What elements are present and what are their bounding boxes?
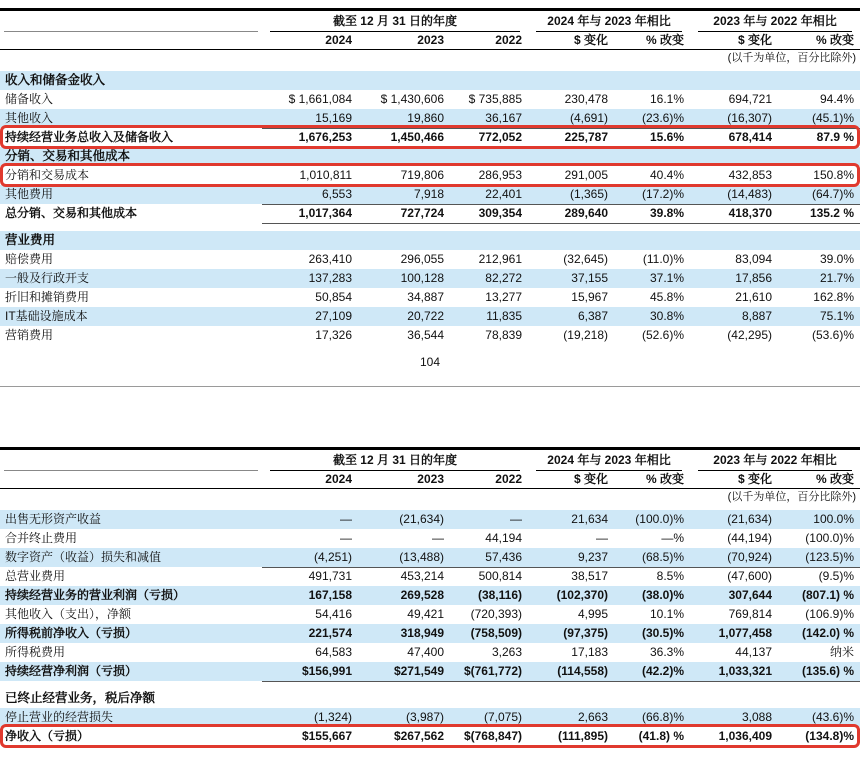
table-header-group-row: [0, 11, 860, 31]
cell-col-5: 1,077,458: [718, 626, 772, 640]
table-row: [0, 326, 860, 345]
cell-col-6: (43.6)%: [811, 710, 854, 724]
table-header-columns-row: [0, 470, 860, 489]
cell-col-3: 4,995: [528, 605, 614, 625]
cell-col-1: 269,528: [400, 588, 444, 602]
cell-col-5: (16,307): [690, 109, 778, 129]
cell-col-5: 432,853: [728, 168, 772, 182]
cell-col-5: 17,856: [735, 271, 772, 285]
cell-col-2: 57,436: [450, 548, 528, 568]
cell-col-1: 49,421: [358, 605, 450, 625]
table-row: [0, 586, 860, 605]
table-header-columns-row: [0, 31, 860, 50]
cell-col-6: 100.0%: [813, 512, 854, 526]
row-label: 赔偿费用: [5, 252, 54, 266]
cell-col-5: (14,483): [690, 185, 778, 205]
cell-col-2: 772,052: [450, 128, 528, 148]
cell-col-6: 纳米: [778, 643, 860, 663]
cell-col-0: 1,676,253: [262, 128, 358, 148]
cell-col-2: $(761,772): [450, 662, 528, 682]
table-row: [0, 250, 860, 269]
table-row: [0, 567, 860, 586]
header-2023-vs-2022-group: 2023 年与 2022 年相比: [698, 11, 852, 32]
cell-col-4: 40.4%: [649, 168, 684, 182]
cell-col-0: $155,667: [301, 729, 352, 743]
cell-col-3: 38,517: [528, 567, 614, 587]
cell-col-2: 36,167: [450, 109, 528, 129]
cell-col-4: (100.0)%: [635, 512, 684, 526]
cell-col-1: 7,918: [358, 185, 450, 205]
cell-col-6: (64.7)%: [778, 185, 860, 205]
header-year-2024: 2024: [325, 472, 352, 486]
header-change-col-3: % 改变: [815, 472, 854, 486]
cell-col-3: (4,691): [528, 109, 614, 129]
cell-col-6: (134.8)%: [805, 729, 854, 743]
table-row: [0, 109, 860, 128]
cell-col-6: (123.5)%: [778, 548, 860, 568]
cell-col-6: (807.1) %: [801, 588, 854, 602]
cell-col-1: —: [432, 531, 444, 545]
cell-col-6: 162.8%: [813, 290, 854, 304]
cell-col-5: 307,644: [728, 588, 772, 602]
cell-col-5: 21,610: [735, 290, 772, 304]
cell-col-4: (30.5)%: [641, 626, 684, 640]
row-label: 持续经营业务的营业利润（亏损）: [5, 588, 186, 602]
cell-col-0: 137,283: [308, 271, 352, 285]
cell-col-0: (1,324): [313, 710, 352, 724]
page-footer: [0, 354, 860, 370]
row-label: 持续经营业务总收入及储备收入: [5, 130, 174, 144]
cell-col-4: (66.8)%: [641, 710, 684, 724]
cell-col-3: 225,787: [528, 128, 614, 148]
cell-col-2: 212,961: [478, 252, 522, 266]
cell-col-3: 2,663: [577, 710, 608, 724]
cell-col-4: (52.6)%: [641, 328, 684, 342]
cell-col-2: 13,277: [485, 290, 522, 304]
cell-col-5: (70,924): [690, 548, 778, 568]
cell-col-0: —: [340, 512, 352, 526]
cell-col-6: (9.5)%: [778, 567, 860, 587]
cell-col-4: (11.0)%: [642, 252, 684, 266]
cell-col-3: (102,370): [556, 588, 608, 602]
cell-col-1: (21,634): [399, 512, 444, 526]
row-label: 折旧和摊销费用: [5, 290, 90, 304]
cell-col-5: 418,370: [690, 204, 778, 224]
row-label: 出售无形资产收益: [5, 512, 102, 526]
cell-col-3: (1,365): [528, 185, 614, 205]
header-2024-vs-2023-group: 2024 年与 2023 年相比: [536, 450, 682, 471]
header-2024-vs-2023-group: 2024 年与 2023 年相比: [536, 11, 682, 32]
table-header-group-row: [0, 450, 860, 470]
header-change-col-2: $ 变化: [737, 33, 772, 47]
header-label-spacer: [4, 11, 258, 32]
cell-col-0: 491,731: [262, 567, 358, 587]
cell-col-3: —: [596, 531, 608, 545]
header-year-2024: 2024: [325, 33, 352, 47]
header-year-2023: 2023: [417, 33, 444, 47]
cell-col-5: 1,033,321: [690, 662, 778, 682]
cell-col-0: 27,109: [315, 309, 352, 323]
header-change-col-2: $ 变化: [737, 472, 772, 486]
cell-col-4: 8.5%: [614, 567, 690, 587]
row-label: 其他收入（支出），净额: [5, 607, 132, 621]
cell-col-2: (7,075): [483, 710, 522, 724]
header-change-col-0: $ 变化: [573, 33, 608, 47]
cell-col-1: 20,722: [407, 309, 444, 323]
table-row: [0, 643, 860, 662]
cell-col-2: 82,272: [485, 271, 522, 285]
cell-col-2: $ 735,885: [468, 92, 522, 106]
cell-col-5: 678,414: [690, 128, 778, 148]
cell-col-5: 3,088: [741, 710, 772, 724]
table-row: [0, 269, 860, 288]
cell-col-5: (21,634): [727, 512, 772, 526]
cell-col-2: $(768,847): [463, 729, 522, 743]
cell-col-1: 100,128: [400, 271, 444, 285]
header-period-group: 截至 12 月 31 日的年度: [270, 450, 520, 471]
header-change-col-1: % 改变: [645, 472, 684, 486]
cell-col-4: —%: [661, 531, 684, 545]
row-label: 其他收入: [5, 111, 54, 125]
table-row: [0, 727, 860, 746]
cell-col-1: $ 1,430,606: [380, 92, 444, 106]
cell-col-0: 6,553: [262, 185, 358, 205]
cell-col-3: 37,155: [571, 271, 608, 285]
header-year-2022: 2022: [495, 472, 522, 486]
cell-col-4: (23.6)%: [614, 109, 690, 129]
cell-col-0: 1,010,811: [299, 168, 352, 182]
cell-col-1: (13,488): [358, 548, 450, 568]
row-label: 数字资产（收益）损失和减值: [5, 550, 162, 564]
table-row: [0, 605, 860, 624]
header-change-col-1: % 改变: [645, 33, 684, 47]
cell-col-1: 727,724: [358, 204, 450, 224]
row-label: 营销费用: [5, 328, 54, 342]
cell-col-5: 44,137: [690, 643, 778, 663]
cell-col-6: 135.2 %: [778, 204, 860, 224]
cell-col-4: (17.2)%: [614, 185, 690, 205]
cell-col-4: 16.1%: [649, 92, 684, 106]
cell-col-4: 37.1%: [649, 271, 684, 285]
cell-col-0: $156,991: [262, 662, 358, 682]
units-note: (以千为单位，百分比除外): [727, 52, 856, 64]
cell-col-3: (114,558): [528, 662, 614, 682]
cell-col-1: 453,214: [358, 567, 450, 587]
row-label: 分销、交易和其他成本: [5, 149, 131, 163]
row-label: 收入和储备金收入: [5, 73, 106, 87]
row-label: 持续经营净利润（亏损）: [5, 664, 138, 678]
cell-col-4: 30.8%: [649, 309, 684, 323]
table-row: [0, 708, 860, 727]
cell-col-5: 83,094: [735, 252, 772, 266]
cell-col-0: 50,854: [315, 290, 352, 304]
cell-col-3: 289,640: [528, 204, 614, 224]
cell-col-6: (100.0)%: [805, 531, 854, 545]
cell-col-6: 150.8%: [813, 168, 854, 182]
cell-col-3: 17,183: [528, 643, 614, 663]
cell-col-3: 21,634: [571, 512, 608, 526]
cell-col-6: (53.6)%: [811, 328, 854, 342]
cell-col-1: $267,562: [393, 729, 444, 743]
table-row: [0, 307, 860, 326]
cell-col-6: 87.9 %: [778, 128, 860, 148]
cell-col-2: (758,509): [470, 626, 522, 640]
cell-col-1: 318,949: [400, 626, 444, 640]
cell-col-1: 19,860: [358, 109, 450, 129]
cell-col-1: 296,055: [400, 252, 444, 266]
cell-col-1: (3,987): [405, 710, 444, 724]
table-row: [0, 185, 860, 204]
cell-col-2: 11,835: [486, 309, 522, 323]
cell-col-2: (38,116): [477, 588, 522, 602]
cell-col-0: 263,410: [308, 252, 352, 266]
cell-col-0: 54,416: [262, 605, 358, 625]
cell-col-0: (4,251): [262, 548, 358, 568]
row-label: 储备收入: [5, 92, 54, 106]
row-label: 总分销、交易和其他成本: [5, 206, 138, 220]
cell-col-4: (38.0)%: [641, 588, 684, 602]
cell-col-0: 15,169: [262, 109, 358, 129]
table-row: [0, 204, 860, 223]
cell-col-2: 309,354: [450, 204, 528, 224]
cell-col-6: 21.7%: [819, 271, 854, 285]
cell-col-1: $271,549: [358, 662, 450, 682]
row-label: 停止营业的经营损失: [5, 710, 114, 724]
cell-col-2: 3,263: [450, 643, 528, 663]
table-row: [0, 662, 860, 681]
cell-col-3: (97,375): [563, 626, 608, 640]
cell-col-2: (720,393): [450, 605, 528, 625]
cell-col-3: 6,387: [577, 309, 608, 323]
cell-col-0: $ 1,661,084: [288, 92, 352, 106]
units-note: (以千为单位，百分比除外): [727, 491, 856, 503]
cell-col-0: 1,017,364: [262, 204, 358, 224]
cell-col-1: 36,544: [407, 328, 444, 342]
row-label: 分销和交易成本: [5, 168, 90, 182]
section-header-row: [0, 231, 860, 250]
header-2023-vs-2022-group: 2023 年与 2022 年相比: [698, 450, 852, 471]
header-label-cell: [0, 470, 262, 488]
cell-col-0: 221,574: [308, 626, 352, 640]
cell-col-3: (19,218): [563, 328, 608, 342]
cell-col-3: (111,895): [557, 729, 608, 743]
cell-col-0: 64,583: [262, 643, 358, 663]
page-number: 104: [419, 355, 441, 369]
income-statement-table-2: [0, 447, 860, 746]
header-year-2023: 2023: [417, 472, 444, 486]
cell-col-5: (47,600): [690, 567, 778, 587]
row-label: 所得税费用: [5, 645, 66, 659]
header-change-col-0: $ 变化: [573, 472, 608, 486]
cell-col-6: (142.0) %: [801, 626, 854, 640]
table-row: [0, 529, 860, 548]
cell-col-2: 44,194: [485, 531, 522, 545]
page-divider: [0, 386, 860, 387]
row-label: 一般及行政开支: [5, 271, 90, 285]
cell-col-2: 500,814: [450, 567, 528, 587]
cell-col-6: (106.9)%: [778, 605, 860, 625]
row-label: 总营业费用: [5, 569, 66, 583]
cell-col-2: 286,953: [478, 168, 522, 182]
cell-col-4: 15.6%: [614, 128, 690, 148]
table-row: [0, 548, 860, 567]
cell-col-4: (42.2)%: [614, 662, 690, 682]
cell-col-1: 47,400: [358, 643, 450, 663]
cell-col-6: 75.1%: [819, 309, 854, 323]
section-header-row: [0, 147, 860, 166]
cell-col-0: 17,326: [315, 328, 352, 342]
cell-col-6: (135.6) %: [778, 662, 860, 682]
table-row: [0, 288, 860, 307]
cell-col-5: (42,295): [727, 328, 772, 342]
cell-col-0: 167,158: [308, 588, 352, 602]
cell-col-4: 10.1%: [614, 605, 690, 625]
cell-col-1: 1,450,466: [358, 128, 450, 148]
table-row: [0, 166, 860, 185]
cell-col-6: 39.0%: [819, 252, 854, 266]
cell-col-3: 291,005: [564, 168, 608, 182]
cell-col-3: 230,478: [564, 92, 608, 106]
header-period-group: 截至 12 月 31 日的年度: [270, 11, 520, 32]
cell-col-5: 694,721: [728, 92, 772, 106]
cell-col-1: 34,887: [407, 290, 444, 304]
cell-col-3: (32,645): [563, 252, 608, 266]
cell-col-4: 45.8%: [649, 290, 684, 304]
table-row: [0, 510, 860, 529]
header-year-2022: 2022: [495, 33, 522, 47]
cell-col-5: 1,036,409: [718, 729, 772, 743]
table-row: [0, 90, 860, 109]
cell-col-4: 39.8%: [614, 204, 690, 224]
cell-col-5: 769,814: [690, 605, 778, 625]
row-label: 其他费用: [5, 187, 54, 201]
cell-col-0: —: [340, 531, 352, 545]
cell-col-4: 36.3%: [614, 643, 690, 663]
cell-col-1: 719,806: [400, 168, 444, 182]
row-label: 已终止经营业务，税后净额: [5, 691, 156, 705]
cell-col-6: 94.4%: [819, 92, 854, 106]
row-label: 净收入（亏损）: [5, 729, 90, 743]
header-label-cell: [0, 31, 262, 49]
cell-col-6: (45.1)%: [778, 109, 860, 129]
cell-col-3: 15,967: [571, 290, 608, 304]
row-label: 合并终止费用: [5, 531, 78, 545]
row-label: 营业费用: [5, 233, 56, 247]
cell-col-5: 8,887: [741, 309, 772, 323]
header-label-spacer: [4, 450, 258, 471]
income-statement-table-1: [0, 8, 860, 345]
table-row: [0, 128, 860, 147]
row-label: 所得税前净收入（亏损）: [5, 626, 138, 640]
cell-col-4: (41.8) %: [638, 729, 684, 743]
cell-col-3: 9,237: [528, 548, 614, 568]
cell-col-2: 78,839: [485, 328, 522, 342]
cell-col-5: (44,194): [727, 531, 772, 545]
section-header-row: [0, 71, 860, 90]
cell-col-2: 22,401: [450, 185, 528, 205]
section-header-row: [0, 689, 860, 708]
cell-col-2: —: [510, 512, 522, 526]
cell-col-4: (68.5)%: [614, 548, 690, 568]
row-label: IT基础设施成本: [5, 309, 88, 323]
header-change-col-3: % 改变: [815, 33, 854, 47]
table-row: [0, 624, 860, 643]
